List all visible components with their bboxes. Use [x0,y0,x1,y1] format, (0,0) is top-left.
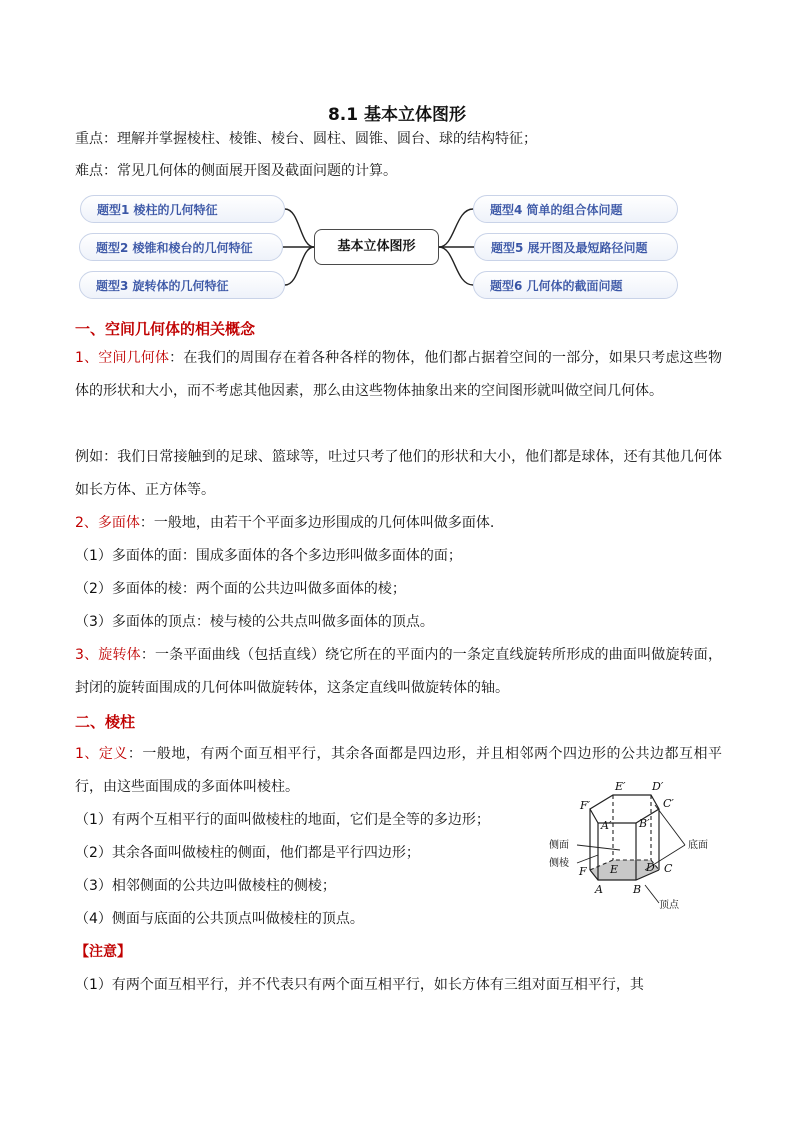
difficulties: 难点：常见几何体的侧面展开图及截面问题的计算。 [75,163,397,179]
item2-text: ：一般地，由若干个平面多边形围成的几何体叫做多面体. [139,515,495,531]
label-side-face: 侧面 [549,840,569,851]
item2-sub-3: （3）多面体的顶点：棱与棱的公共点叫做多面体的顶点。 [75,614,434,630]
section2-sub-2: （2）其余各面叫做棱柱的侧面，他们都是平行四边形； [75,845,420,861]
label-e-prime: E′ [615,780,626,793]
connector-left-3 [285,247,314,285]
label-lateral-edge: 侧棱 [549,858,569,869]
label-d-prime: D′ [652,780,664,793]
mindmap-topic-2: 题型2 棱锥和棱台的几何特征 [79,233,283,261]
section2-heading: 二、棱柱 [75,713,136,731]
mindmap-center: 基本立体图形 [314,229,439,265]
note-heading: 【注意】 [75,944,131,960]
item2-sub-1: （1）多面体的面：围成多面体的各个多边形叫做多面体的面； [75,548,462,564]
lateral-edge-pointer [577,855,598,863]
section1-item3 [75,639,722,705]
label-c: C [664,862,673,875]
item3-text: ：一条平面曲线（包括直线）绕它所在的平面内的一条定直线旋转所形成的曲面叫做旋转面，封闭的旋转面围成的几何体叫做旋转体，这条定直线叫做旋转体的轴。 [75,647,722,696]
item1-text: ：在我们的周围存在着各种各样的物体，他们都占据着空间的一部分，如果只考虑这些物体的形状和大小，而不考虑其他因素，那么由这些物体抽象出来的空间图形就叫做空间几何体。 [75,350,722,399]
section2-sub-3: （3）相邻侧面的公共边叫做棱柱的侧棱； [75,878,336,894]
definition-text: ：一般地，有两个面互相平行，其余各面都是四边形，并且相邻两个四边形的公共边都互相平行，由这些面围成的多面体叫棱柱。 [75,746,722,795]
section2-sub-1: （1）有两个互相平行的面叫做棱柱的地面，它们是全等的多边形； [75,812,490,828]
item1-label: 1、空间几何体 [75,350,170,366]
item2-label: 2、多面体 [75,515,140,531]
connector-right-3 [439,247,473,285]
item2-sub-2: （2）多面体的棱：两个面的公共边叫做多面体的棱； [75,581,406,597]
page-title: 8.1 基本立体图形 [327,105,467,125]
mindmap-topic-5: 题型5 展开图及最短路径问题 [474,233,678,261]
label-b-prime: B′ [639,817,650,830]
mindmap-topic-1: 题型1 棱柱的几何特征 [80,195,285,223]
label-a-prime: A′ [601,819,612,832]
item3-label: 3、旋转体 [75,647,141,663]
label-b: B [633,883,642,896]
label-vertex: 顶点 [659,900,679,911]
connector-left-1 [285,209,314,247]
section1-example: 例如：我们日常接触到的足球、篮球等，吐过只考了他们的形状和大小，他们都是球体，还有其他几何体如长方体、正方体等。 [75,449,722,498]
label-d: D [646,861,655,874]
mindmap-topic-3: 题型3 旋转体的几何特征 [79,271,285,299]
key-points: 重点：理解并掌握棱柱、棱锥、棱台、圆柱、圆锥、圆台、球的结构特征； [75,131,537,147]
note-1: （1）有两个面互相平行，并不代表只有两个面互相平行，如长方体有三组对面互相平行，其 [75,977,644,993]
label-f: F [579,865,587,878]
section2-sub-4: （4）侧面与底面的公共顶点叫做棱柱的顶点。 [75,911,364,927]
label-e: E [610,863,619,876]
mindmap-topic-4: 题型4 简单的组合体问题 [473,195,678,223]
prism-figure [545,775,735,915]
mindmap-topic-6: 题型6 几何体的截面问题 [473,271,678,299]
section1-item2 [75,507,722,540]
vertex-pointer [645,885,659,903]
label-a: A [595,883,603,896]
connector-right-1 [439,209,473,247]
label-base: 底面 [688,840,708,851]
section1-heading: 一、空间几何体的相关概念 [75,320,256,338]
definition-label: 1、定义 [75,746,128,762]
section1-item1 [75,342,722,408]
label-f-prime: F′ [580,799,591,812]
label-c-prime: C′ [663,797,674,810]
